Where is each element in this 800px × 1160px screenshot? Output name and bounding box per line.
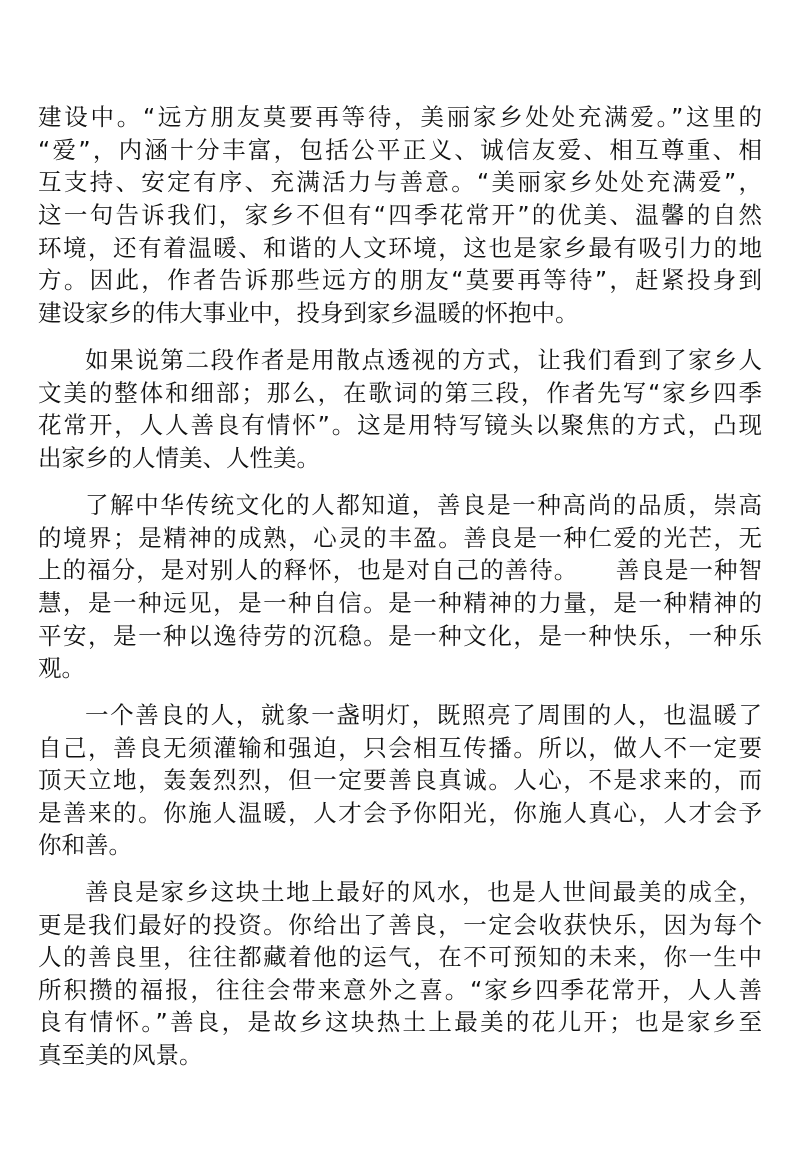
paragraph-1-line-5: 环境，还有着温暖、和谐的人文环境，这也是家乡最有吸引力的地 [38,234,762,262]
paragraph-2-line-4: 出家乡的人情美、人性美。 [38,444,320,472]
paragraph-5-line-6: 真至美的风景。 [38,1041,203,1069]
paragraph-3-line-1: 了解中华传统文化的人都知道，善良是一种高尚的品质，崇高 [85,491,762,519]
paragraph-3-line-5: 平安，是一种以逸待劳的沉稳。是一种文化，是一种快乐，一种乐 [38,622,762,650]
paragraph-4-line-3: 顶天立地，轰轰烈烈，但一定要善良真诚。人心，不是求来的，而 [38,766,762,794]
paragraph-4-line-2: 自己，善良无须灌输和强迫，只会相互传播。所以，做人不一定要 [38,734,762,762]
paragraph-5-line-3: 人的善良里，往往都藏着他的运气，在不可预知的未来，你一生中 [38,943,762,971]
paragraph-3-line-3: 上的福分，是对别人的释怀，也是对自己的善待。 善良是一种智 [38,556,762,584]
paragraph-1-line-4: 这一句告诉我们，家乡不但有“四季花常开”的优美、温馨的自然 [38,201,762,229]
paragraph-2-line-3: 花常开，人人善良有情怀”。这是用特写镜头以聚焦的方式，凸现 [38,411,762,439]
paragraph-2-line-2: 文美的整体和细部；那么，在歌词的第三段，作者先写“家乡四季 [38,379,762,407]
paragraph-1-line-6: 方。因此，作者告诉那些远方的朋友“莫要再等待”，赶紧投身到 [38,266,762,294]
paragraph-3-line-2: 的境界；是精神的成熟，心灵的丰盈。善良是一种仁爱的光芒，无 [38,524,762,552]
paragraph-1-line-3: 互支持、安定有序、充满活力与善意。“美丽家乡处处充满爱”， [38,168,762,196]
paragraph-1-line-7: 建设家乡的伟大事业中，投身到家乡温暖的怀抱中。 [38,299,579,327]
paragraph-4-line-5: 你和善。 [38,831,132,859]
paragraph-1-line-2: “爱”，内涵十分丰富，包括公平正义、诚信友爱、相互尊重、相 [38,136,762,164]
paragraph-5-line-4: 所积攒的福报，往往会带来意外之喜。“家乡四季花常开，人人善 [38,976,762,1004]
paragraph-5-line-1: 善良是家乡这块土地上最好的风水，也是人世间最美的成全， [85,878,762,906]
paragraph-2-line-1: 如果说第二段作者是用散点透视的方式，让我们看到了家乡人 [85,346,762,374]
paragraph-5-line-2: 更是我们最好的投资。你给出了善良，一定会收获快乐，因为每个 [38,911,762,939]
paragraph-4-line-4: 是善来的。你施人温暖，人才会予你阳光，你施人真心，人才会予 [38,799,762,827]
paragraph-5-line-5: 良有情怀。”善良，是故乡这块热土上最美的花儿开；也是家乡至 [38,1008,762,1036]
paragraph-3-line-6: 观。 [38,654,85,682]
paragraph-1-line-1: 建设中。“远方朋友莫要再等待，美丽家乡处处充满爱。”这里的 [38,103,762,131]
paragraph-4-line-1: 一个善良的人，就象一盏明灯，既照亮了周围的人，也温暖了 [85,701,762,729]
paragraph-3-line-4: 慧，是一种远见，是一种自信。是一种精神的力量，是一种精神的 [38,589,762,617]
